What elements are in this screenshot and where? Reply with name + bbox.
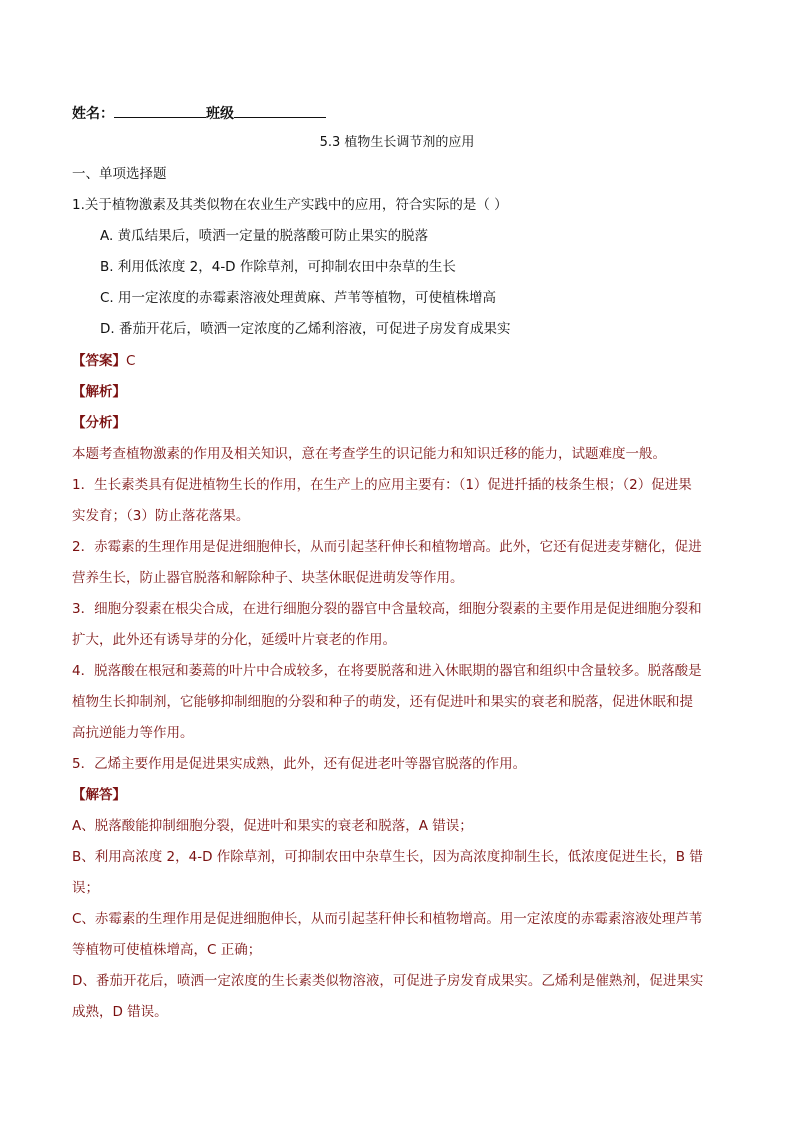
answer-value: C xyxy=(126,353,136,369)
analysis-line: 3．细胞分裂素在根尖合成，在进行细胞分裂的器官中含量较高，细胞分裂素的主要作用是促进细胞分裂和 xyxy=(72,601,702,617)
section-heading: 一、单项选择题 xyxy=(72,166,167,182)
analysis-sub-label: 【分析】 xyxy=(72,415,126,431)
option-c: C. 用一定浓度的赤霉素溶液处理黄麻、芦苇等植物，可使植株增高 xyxy=(100,290,497,306)
solution-line: 成熟，D 错误。 xyxy=(72,1004,168,1020)
solution-line: 等植物可使植株增高，C 正确； xyxy=(72,942,262,958)
solution-line: 误； xyxy=(72,880,99,896)
question-stem: 1.关于植物激素及其类似物在农业生产实践中的应用，符合实际的是（ ） xyxy=(72,197,508,213)
name-class-header xyxy=(72,103,326,123)
name-blank[interactable] xyxy=(114,103,206,118)
analysis-label: 【解析】 xyxy=(72,384,126,400)
solution-line: B、利用高浓度 2，4-D 作除草剂，可抑制农田中杂草生长，因为高浓度抑制生长，低浓度促进生长，B 错 xyxy=(72,849,703,865)
analysis-line: 2．赤霉素的生理作用是促进细胞伸长，从而引起茎秆伸长和植物增高。此外，它还有促进麦芽糖化，促进 xyxy=(72,539,702,555)
analysis-line: 植物生长抑制剂，它能够抑制细胞的分裂和种子的萌发，还有促进叶和果实的衰老和脱落，促进休眠和提 xyxy=(72,694,693,710)
solution-line: A、脱落酸能抑制细胞分裂，促进叶和果实的衰老和脱落，A 错误； xyxy=(72,818,473,834)
page-title: 5.3 植物生长调节剂的应用 xyxy=(319,135,475,150)
name-label: 姓名： xyxy=(72,106,114,122)
solution-label: 【解答】 xyxy=(72,787,126,803)
option-b: B. 利用低浓度 2，4-D 作除草剂，可抑制农田中杂草的生长 xyxy=(100,259,456,275)
answer-line xyxy=(72,352,135,370)
analysis-line: 5．乙烯主要作用是促进果实成熟，此外，还有促进老叶等器官脱落的作用。 xyxy=(72,756,527,772)
answer-label: 【答案】 xyxy=(72,353,126,369)
solution-line: D、番茄开花后，喷洒一定浓度的生长素类似物溶液，可促进子房发育成果实。乙烯利是催熟剂，促进果实 xyxy=(72,973,704,989)
analysis-line: 4．脱落酸在根冠和萎蔫的叶片中合成较多，在将要脱落和进入休眠期的器官和组织中含量较多。脱落酸是 xyxy=(72,663,702,679)
class-label: 班级 xyxy=(206,106,234,122)
analysis-line: 扩大，此外还有诱导芽的分化，延缓叶片衰老的作用。 xyxy=(72,632,396,648)
option-a: A. 黄瓜结果后，喷洒一定量的脱落酸可防止果实的脱落 xyxy=(100,228,429,244)
analysis-line: 实发育；（3）防止落花落果。 xyxy=(72,508,250,524)
analysis-line: 营养生长，防止器官脱落和解除种子、块茎休眠促进萌发等作用。 xyxy=(72,570,464,586)
solution-line: C、赤霉素的生理作用是促进细胞伸长，从而引起茎秆伸长和植物增高。用一定浓度的赤霉素溶液处理芦苇 xyxy=(72,911,703,927)
class-blank[interactable] xyxy=(234,103,326,118)
analysis-line: 1．生长素类具有促进植物生长的作用，在生产上的应用主要有：（1）促进扦插的枝条生根；（2）促进果 xyxy=(72,477,692,493)
analysis-line: 本题考查植物激素的作用及相关知识，意在考查学生的识记能力和知识迁移的能力，试题难度一般。 xyxy=(72,446,666,462)
analysis-line: 高抗逆能力等作用。 xyxy=(72,725,194,741)
option-d: D. 番茄开花后，喷洒一定浓度的乙烯利溶液，可促进子房发育成果实 xyxy=(100,321,511,337)
